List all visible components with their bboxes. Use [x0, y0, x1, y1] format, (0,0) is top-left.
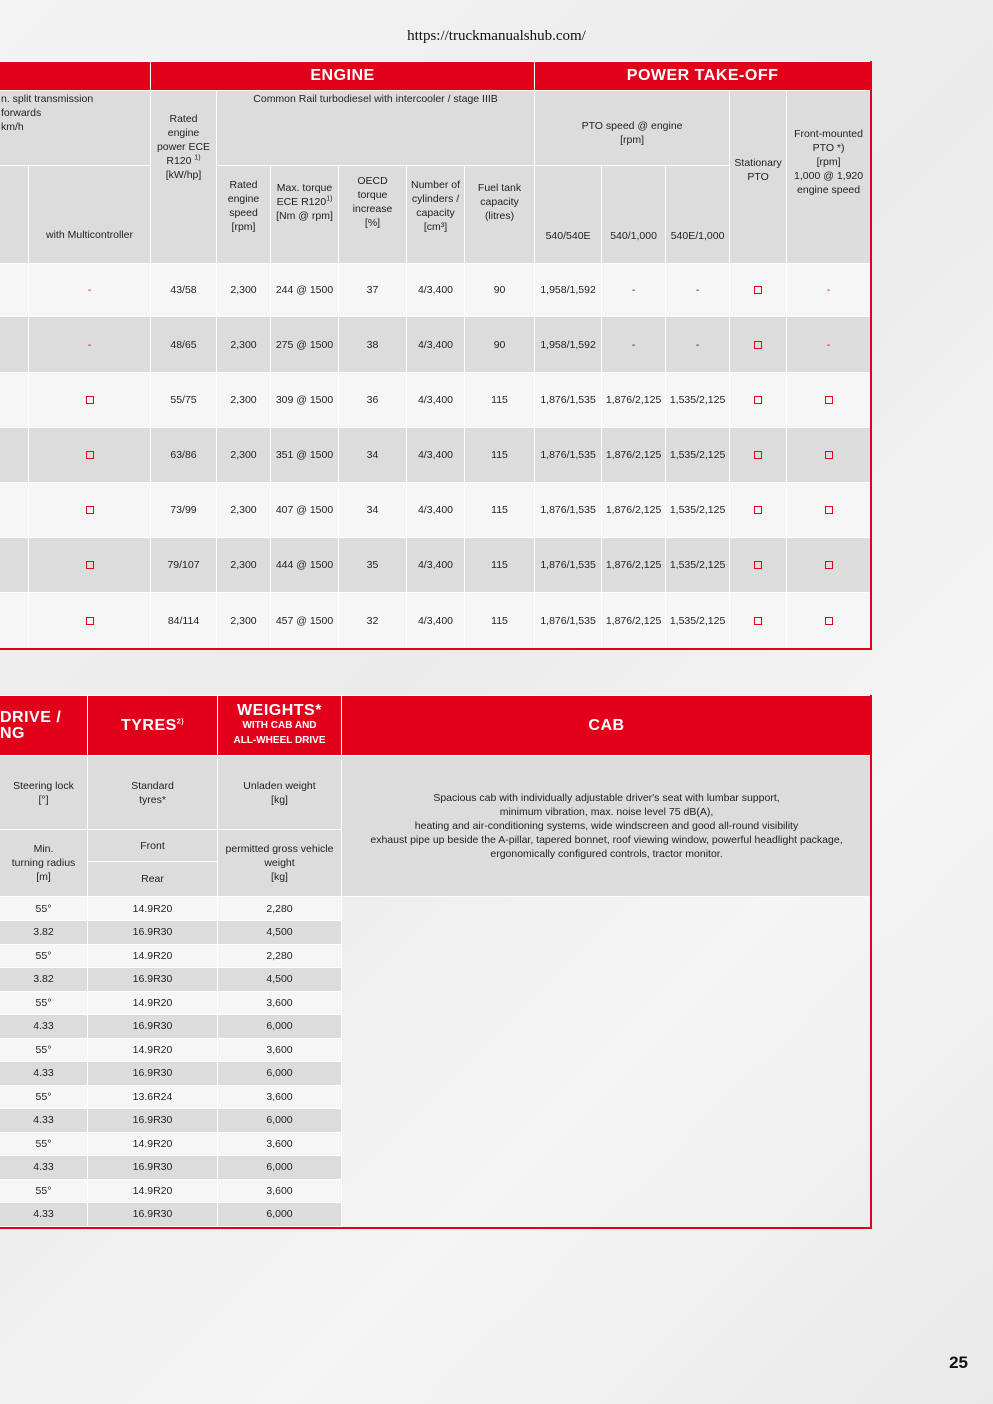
cell-tyre: 14.9R20 [88, 1132, 218, 1156]
cell-tyre: 14.9R20 [88, 944, 218, 968]
cell-weight: 4,500 [218, 968, 342, 992]
cell-power: 73/99 [151, 483, 217, 538]
cell-p540: 1,876/1,535 [535, 483, 602, 538]
available-marker-icon [825, 617, 833, 625]
table-row [0, 1062, 872, 1086]
available-marker-icon [825, 561, 833, 569]
cell-tyre: 16.9R30 [88, 968, 218, 992]
cell-weight: 2,280 [218, 897, 342, 921]
cell-torque: 444 @ 1500 [271, 538, 339, 593]
cell-fuel: 115 [465, 538, 535, 593]
cell-pe1000: 1,535/2,125 [666, 538, 730, 593]
cell-p1000: - [602, 264, 666, 317]
cell-fuel: 115 [465, 483, 535, 538]
table-row [0, 593, 871, 649]
table-row [0, 538, 871, 593]
cell-p1000: - [602, 317, 666, 373]
cell-speed: 2,300 [217, 373, 271, 428]
cell-fuel: 90 [465, 317, 535, 373]
cell-speed: 2,300 [217, 593, 271, 649]
cell-p540: 1,876/1,535 [535, 373, 602, 428]
cell-weight: 3,600 [218, 1132, 342, 1156]
cell-front [787, 593, 871, 649]
front-tyre-header: Front [88, 830, 218, 862]
available-marker-icon [86, 506, 94, 514]
cell-stat [730, 428, 787, 483]
rear-tyre-header: Rear [88, 862, 218, 897]
cell-pe1000: 1,535/2,125 [666, 483, 730, 538]
pto-1000-header: 540/1,000 [602, 166, 666, 264]
fuel-tank-header: Fuel tank capacity (litres) [465, 166, 535, 264]
cell-weight: 4,500 [218, 921, 342, 945]
cell-p540: 1,958/1,592 [535, 317, 602, 373]
table-row [0, 921, 872, 945]
available-marker-icon [754, 396, 762, 404]
turning-radius-header: Min. turning radius [m] [0, 830, 88, 897]
table-row [0, 264, 871, 317]
cell-front: - [787, 264, 871, 317]
cell-pe1000: - [666, 264, 730, 317]
cell-tyre: 14.9R20 [88, 991, 218, 1015]
table-row [0, 1132, 872, 1156]
available-marker-icon [825, 396, 833, 404]
cylinders-header: Number of cylinders / capacity [cm³] [407, 166, 465, 264]
cell-blank [0, 593, 29, 649]
table-row [0, 1203, 872, 1227]
cell-steer: 55° [0, 944, 88, 968]
cell-p1000: 1,876/2,125 [602, 428, 666, 483]
cell-steer: 4.33 [0, 1109, 88, 1133]
cell-fuel: 115 [465, 373, 535, 428]
cell-blank [0, 428, 29, 483]
available-marker-icon [754, 286, 762, 294]
cell-mc [29, 593, 151, 649]
cell-tyre: 16.9R30 [88, 921, 218, 945]
cell-steer: 4.33 [0, 1156, 88, 1180]
cell-torque: 309 @ 1500 [271, 373, 339, 428]
cell-blank [0, 317, 29, 373]
pto-section-header: POWER TAKE-OFF [535, 62, 871, 91]
cell-steer: 3.82 [0, 968, 88, 992]
cell-oecd: 35 [339, 538, 407, 593]
cell-torque: 351 @ 1500 [271, 428, 339, 483]
table-row [0, 1156, 872, 1180]
cell-front [787, 373, 871, 428]
cell-pe1000: - [666, 317, 730, 373]
available-marker-icon [754, 506, 762, 514]
cell-weight: 6,000 [218, 1109, 342, 1133]
tyres-header: TYRES$^{2)}$ [88, 696, 218, 756]
cell-cyl: 4/3,400 [407, 317, 465, 373]
table-row [0, 428, 871, 483]
cell-oecd: 34 [339, 483, 407, 538]
cell-tyre: 14.9R20 [88, 1179, 218, 1203]
cell-speed: 2,300 [217, 317, 271, 373]
available-marker-icon [754, 561, 762, 569]
cell-mc [29, 373, 151, 428]
cell-stat [730, 373, 787, 428]
cell-front [787, 428, 871, 483]
cab-header: CAB [342, 696, 872, 756]
drive-header: DRIVE / NG [0, 696, 88, 756]
cell-weight: 6,000 [218, 1156, 342, 1180]
engine-section-header: ENGINE [151, 62, 535, 91]
table-row [0, 373, 871, 428]
cell-p1000: 1,876/2,125 [602, 483, 666, 538]
cell-mc [29, 538, 151, 593]
pto-e1000-header: 540E/1,000 [666, 166, 730, 264]
cell-tyre: 16.9R30 [88, 1109, 218, 1133]
table-row [0, 991, 872, 1015]
source-url[interactable]: https://truckmanualshub.com/ [407, 28, 586, 44]
cell-cyl: 4/3,400 [407, 538, 465, 593]
cell-oecd: 32 [339, 593, 407, 649]
common-rail-header: Common Rail turbodiesel with intercooler / stage IIIB [217, 91, 535, 166]
cell-steer: 55° [0, 1132, 88, 1156]
cell-cyl: 4/3,400 [407, 264, 465, 317]
cell-steer: 55° [0, 1085, 88, 1109]
available-marker-icon [754, 617, 762, 625]
transmission-header: n. split transmission forwards km/h [0, 91, 151, 166]
cell-steer: 55° [0, 991, 88, 1015]
table-row [0, 1085, 872, 1109]
cell-p1000: 1,876/2,125 [602, 538, 666, 593]
table-row [0, 897, 872, 921]
cell-front: - [787, 317, 871, 373]
cell-fuel: 115 [465, 428, 535, 483]
available-marker-icon [825, 506, 833, 514]
cell-p1000: 1,876/2,125 [602, 593, 666, 649]
available-marker-icon [86, 451, 94, 459]
rated-power-header: Rated engine power ECE R120 $^{1)}$ [kW/hp] [151, 91, 217, 264]
transmission-header-band [0, 62, 151, 91]
table-row [0, 1038, 872, 1062]
cell-steer: 4.33 [0, 1015, 88, 1039]
cell-power: 55/75 [151, 373, 217, 428]
available-marker-icon [86, 561, 94, 569]
cell-blank [0, 483, 29, 538]
cell-speed: 2,300 [217, 428, 271, 483]
cell-mc: - [29, 317, 151, 373]
table-row [0, 317, 871, 373]
cell-power: 48/65 [151, 317, 217, 373]
cell-torque: 407 @ 1500 [271, 483, 339, 538]
cell-pe1000: 1,535/2,125 [666, 428, 730, 483]
cell-torque: 275 @ 1500 [271, 317, 339, 373]
cell-steer: 55° [0, 1038, 88, 1062]
table-row [0, 968, 872, 992]
cell-steer: 3.82 [0, 921, 88, 945]
cab-description: Spacious cab with individually adjustable driver's seat with lumbar support, minimum vibration, max. noise level 75 dB(A), heating and air-conditioning systems, wide windscreen and good all-round visibility exhaust pipe up beside the A-pillar, tapered bonnet, roof viewing window, powerful headlight package, ergonomically configured controls, tractor monitor. [342, 756, 872, 897]
page-number: 25 [949, 1353, 968, 1372]
standard-tyres-header: Standard tyres* [88, 756, 218, 830]
cell-tyre: 16.9R30 [88, 1062, 218, 1086]
cell-front [787, 483, 871, 538]
cell-stat [730, 538, 787, 593]
available-marker-icon [86, 396, 94, 404]
engine-pto-table [0, 61, 871, 649]
cell-oecd: 36 [339, 373, 407, 428]
cell-tyre: 16.9R30 [88, 1203, 218, 1227]
transmission-subheader [0, 166, 29, 264]
cell-steer: 4.33 [0, 1203, 88, 1227]
cell-weight: 6,000 [218, 1203, 342, 1227]
cell-oecd: 38 [339, 317, 407, 373]
cell-front [787, 538, 871, 593]
cell-weight: 6,000 [218, 1062, 342, 1086]
front-pto-header: Front-mounted PTO *) [rpm] 1,000 @ 1,920 engine speed [787, 91, 871, 264]
cell-oecd: 37 [339, 264, 407, 317]
cell-steer: 55° [0, 897, 88, 921]
cell-weight: 3,600 [218, 1179, 342, 1203]
rated-speed-header: Rated engine speed [rpm] [217, 166, 271, 264]
max-torque-header: Max. torque ECE R120$^{1)}$ [Nm @ rpm] [271, 166, 339, 264]
weights-header: WEIGHTS* WITH CAB AND ALL-WHEEL DRIVE [218, 696, 342, 756]
cell-cyl: 4/3,400 [407, 373, 465, 428]
steering-lock-header: Steering lock [°] [0, 756, 88, 830]
cell-cyl: 4/3,400 [407, 428, 465, 483]
cell-mc [29, 428, 151, 483]
cell-speed: 2,300 [217, 483, 271, 538]
cell-torque: 244 @ 1500 [271, 264, 339, 317]
tyres-weights-cab-table [0, 695, 872, 1227]
cell-stat [730, 593, 787, 649]
table-row [0, 1179, 872, 1203]
gross-weight-header: permitted gross vehicle weight [kg] [218, 830, 342, 897]
cell-blank [0, 538, 29, 593]
cell-oecd: 34 [339, 428, 407, 483]
pto-540-header: 540/540E [535, 166, 602, 264]
cell-weight: 3,600 [218, 991, 342, 1015]
cell-power: 43/58 [151, 264, 217, 317]
multicontroller-header: with Multicontroller [29, 166, 151, 264]
cell-blank [0, 264, 29, 317]
table-row [0, 483, 871, 538]
cell-fuel: 90 [465, 264, 535, 317]
available-marker-icon [86, 617, 94, 625]
cell-pe1000: 1,535/2,125 [666, 593, 730, 649]
cell-tyre: 16.9R30 [88, 1156, 218, 1180]
cell-weight: 6,000 [218, 1015, 342, 1039]
cell-mc [29, 483, 151, 538]
cell-p540: 1,876/1,535 [535, 428, 602, 483]
oecd-header: OECD torque increase [%] [339, 166, 407, 264]
stationary-pto-header: Stationary PTO [730, 91, 787, 264]
cell-fuel: 115 [465, 593, 535, 649]
cell-mc: - [29, 264, 151, 317]
unladen-weight-header: Unladen weight [kg] [218, 756, 342, 830]
cell-blank [0, 373, 29, 428]
table-row [0, 1015, 872, 1039]
cell-power: 79/107 [151, 538, 217, 593]
cell-power: 63/86 [151, 428, 217, 483]
cell-cyl: 4/3,400 [407, 593, 465, 649]
cell-stat [730, 264, 787, 317]
cell-weight: 2,280 [218, 944, 342, 968]
cell-pe1000: 1,535/2,125 [666, 373, 730, 428]
cell-tyre: 13.6R24 [88, 1085, 218, 1109]
cell-torque: 457 @ 1500 [271, 593, 339, 649]
cell-p540: 1,958/1,592 [535, 264, 602, 317]
cell-cyl: 4/3,400 [407, 483, 465, 538]
cell-p540: 1,876/1,535 [535, 593, 602, 649]
cell-tyre: 16.9R30 [88, 1015, 218, 1039]
table-row [0, 1109, 872, 1133]
cell-stat [730, 483, 787, 538]
cell-p540: 1,876/1,535 [535, 538, 602, 593]
available-marker-icon [754, 451, 762, 459]
cell-p1000: 1,876/2,125 [602, 373, 666, 428]
cell-stat [730, 317, 787, 373]
pto-speed-header: PTO speed @ engine [rpm] [535, 91, 730, 166]
cell-steer: 4.33 [0, 1062, 88, 1086]
cell-tyre: 14.9R20 [88, 897, 218, 921]
available-marker-icon [754, 341, 762, 349]
cell-weight: 3,600 [218, 1038, 342, 1062]
table-row [0, 944, 872, 968]
cell-tyre: 14.9R20 [88, 1038, 218, 1062]
cell-speed: 2,300 [217, 538, 271, 593]
cell-weight: 3,600 [218, 1085, 342, 1109]
cell-speed: 2,300 [217, 264, 271, 317]
cell-power: 84/114 [151, 593, 217, 649]
available-marker-icon [825, 451, 833, 459]
cell-steer: 55° [0, 1179, 88, 1203]
